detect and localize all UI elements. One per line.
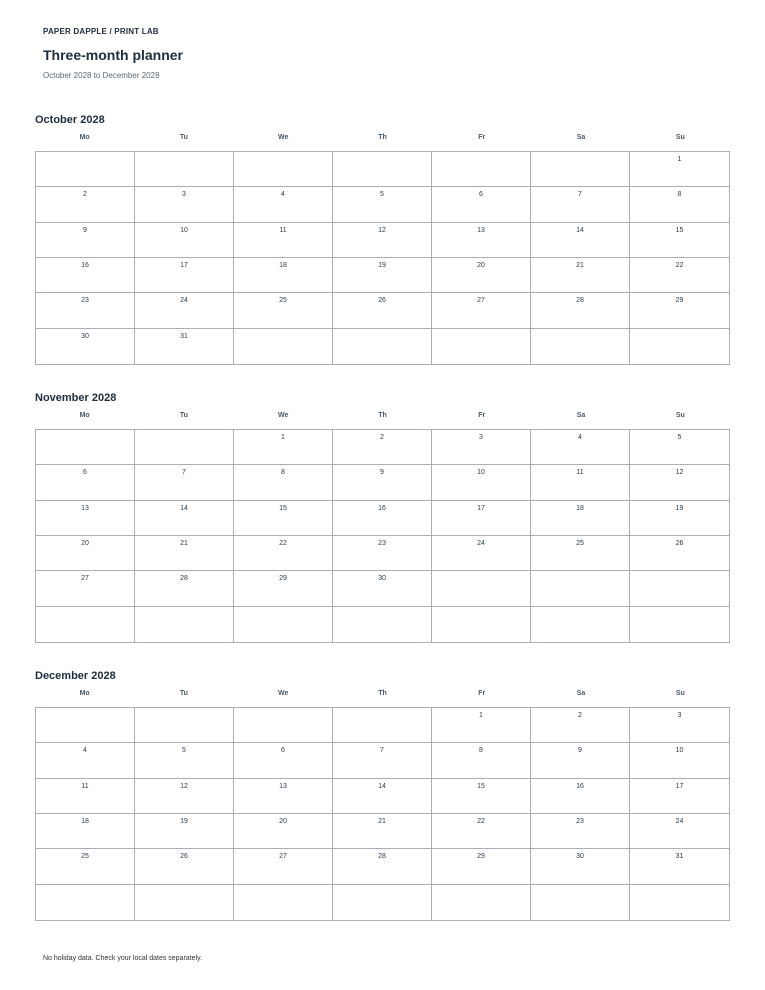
day-cell — [333, 293, 432, 328]
day-number: 6 — [281, 747, 285, 755]
day-cell — [630, 501, 729, 536]
day-cell — [630, 708, 729, 743]
day-number: 9 — [380, 469, 384, 477]
weekday-label: Mo — [79, 134, 90, 141]
day-number: 1 — [677, 156, 682, 163]
day-cell — [531, 329, 630, 364]
day-number: 22 — [675, 261, 684, 269]
day-cell — [36, 430, 135, 465]
day-cell — [630, 293, 729, 328]
day-number: 10 — [180, 226, 188, 234]
day-number: 5 — [677, 434, 682, 441]
day-number: 23 — [576, 817, 584, 825]
day-cell — [234, 187, 333, 222]
day-cell — [234, 607, 333, 642]
weekday-label: Fr — [478, 690, 486, 697]
day-number: 8 — [281, 469, 285, 477]
page-title: Three-month planner — [43, 47, 184, 63]
day-cell — [135, 743, 234, 778]
day-cell — [234, 293, 333, 328]
day-cell — [630, 465, 729, 500]
day-number: 6 — [479, 191, 483, 199]
day-cell — [630, 814, 729, 849]
day-cell — [432, 329, 531, 364]
day-cell — [531, 258, 630, 293]
day-cell — [333, 152, 432, 187]
day-number: 4 — [281, 191, 285, 199]
day-cell — [234, 465, 333, 500]
day-number: 23 — [378, 539, 386, 547]
day-number: 7 — [578, 191, 582, 199]
day-cell — [432, 779, 531, 814]
day-number: 19 — [378, 261, 386, 269]
day-number: 5 — [182, 747, 186, 755]
day-number: 28 — [576, 297, 584, 305]
day-cell — [36, 743, 135, 778]
day-cell — [531, 536, 630, 571]
day-cell — [135, 465, 234, 500]
day-cell — [432, 743, 531, 778]
day-number: 10 — [675, 747, 684, 755]
day-number: 17 — [180, 261, 188, 269]
day-cell — [432, 223, 531, 258]
day-number: 13 — [81, 504, 89, 512]
day-cell — [234, 571, 333, 606]
day-cell — [531, 571, 630, 606]
day-cell — [432, 152, 531, 187]
day-cell — [333, 607, 432, 642]
day-number: 17 — [477, 504, 485, 512]
weekday-label: Mo — [79, 412, 90, 419]
weekday-header-row — [35, 134, 730, 141]
day-cell — [234, 430, 333, 465]
day-cell — [234, 258, 333, 293]
day-cell — [36, 779, 135, 814]
weekday-label: Sa — [576, 412, 586, 419]
day-cell — [333, 779, 432, 814]
brand-label: PAPER DAPPLE / PRINT LAB — [43, 27, 159, 36]
day-cell — [630, 885, 729, 920]
day-cell — [36, 571, 135, 606]
day-cell — [531, 501, 630, 536]
day-cell — [234, 743, 333, 778]
day-number: 8 — [479, 747, 483, 755]
day-cell — [333, 536, 432, 571]
day-number: 27 — [279, 853, 287, 861]
weekday-label: Tu — [179, 690, 188, 697]
day-cell — [333, 223, 432, 258]
day-number: 11 — [576, 469, 584, 477]
day-number: 16 — [378, 504, 386, 512]
page-subtitle: October 2028 to December 2028 — [43, 71, 160, 80]
weekday-label: Su — [675, 412, 685, 419]
day-number: 21 — [378, 817, 386, 825]
day-number: 24 — [675, 817, 684, 825]
day-cell — [432, 258, 531, 293]
day-number: 26 — [378, 297, 386, 305]
day-cell — [630, 430, 729, 465]
day-number: 20 — [477, 261, 485, 269]
weekday-label: Sa — [576, 134, 586, 141]
day-cell — [135, 779, 234, 814]
day-cell — [36, 814, 135, 849]
day-cell — [432, 465, 531, 500]
month-title: December 2028 — [35, 670, 116, 682]
day-number: 20 — [81, 539, 89, 547]
day-number: 30 — [81, 332, 89, 340]
day-number: 31 — [180, 332, 188, 340]
day-cell — [531, 152, 630, 187]
day-cell — [234, 536, 333, 571]
day-cell — [432, 187, 531, 222]
day-cell — [432, 708, 531, 743]
day-cell — [432, 293, 531, 328]
day-cell — [432, 536, 531, 571]
day-cell — [630, 849, 729, 884]
day-cell — [531, 708, 630, 743]
day-cell — [36, 501, 135, 536]
day-cell — [333, 187, 432, 222]
calendar-grid — [35, 429, 730, 643]
day-number: 2 — [578, 712, 582, 719]
day-cell — [234, 849, 333, 884]
day-number: 25 — [576, 539, 584, 547]
day-cell — [333, 465, 432, 500]
day-cell — [135, 329, 234, 364]
day-cell — [135, 607, 234, 642]
day-number: 1 — [479, 712, 483, 719]
day-cell — [432, 885, 531, 920]
day-cell — [531, 430, 630, 465]
day-number: 30 — [378, 575, 386, 583]
day-cell — [531, 743, 630, 778]
calendar-grid — [35, 707, 730, 921]
day-cell — [531, 779, 630, 814]
day-number: 12 — [675, 469, 684, 477]
day-cell — [234, 779, 333, 814]
day-number: 2 — [83, 191, 87, 199]
day-cell — [531, 814, 630, 849]
day-number: 21 — [180, 539, 188, 547]
day-cell — [135, 258, 234, 293]
day-number: 17 — [675, 782, 684, 790]
day-cell — [333, 258, 432, 293]
day-cell — [135, 571, 234, 606]
day-number: 25 — [279, 297, 287, 305]
day-number: 13 — [477, 226, 485, 234]
day-cell — [432, 430, 531, 465]
weekday-label: Tu — [179, 412, 188, 419]
day-number: 11 — [81, 782, 89, 790]
day-cell — [531, 849, 630, 884]
day-cell — [234, 329, 333, 364]
day-cell — [135, 536, 234, 571]
weekday-label: We — [278, 690, 289, 697]
day-cell — [333, 708, 432, 743]
day-number: 29 — [675, 297, 684, 305]
day-cell — [135, 293, 234, 328]
day-number: 8 — [677, 191, 682, 199]
day-number: 4 — [578, 434, 582, 441]
day-cell — [135, 814, 234, 849]
day-number: 9 — [83, 226, 87, 234]
day-cell — [630, 187, 729, 222]
day-cell — [531, 293, 630, 328]
day-cell — [432, 571, 531, 606]
day-number: 29 — [279, 575, 287, 583]
day-cell — [36, 258, 135, 293]
weekday-label: Th — [378, 412, 387, 419]
day-number: 29 — [477, 853, 485, 861]
weekday-label: We — [278, 134, 289, 141]
calendar-grid — [35, 151, 730, 365]
day-number: 21 — [576, 261, 584, 269]
day-number: 15 — [279, 504, 287, 512]
day-cell — [135, 501, 234, 536]
day-cell — [531, 223, 630, 258]
day-number: 28 — [378, 853, 386, 861]
weekday-label: Th — [378, 690, 387, 697]
day-cell — [36, 187, 135, 222]
day-number: 14 — [180, 504, 188, 512]
day-number: 19 — [675, 504, 684, 512]
day-cell — [531, 465, 630, 500]
day-cell — [36, 607, 135, 642]
day-number: 26 — [180, 853, 188, 861]
day-cell — [531, 885, 630, 920]
weekday-header-row — [35, 412, 730, 419]
day-cell — [135, 152, 234, 187]
day-number: 31 — [675, 853, 684, 861]
day-cell — [36, 223, 135, 258]
day-cell — [432, 607, 531, 642]
day-cell — [234, 708, 333, 743]
day-number: 3 — [677, 712, 682, 719]
day-number: 22 — [477, 817, 485, 825]
day-number: 27 — [477, 297, 485, 305]
day-cell — [234, 223, 333, 258]
day-number: 15 — [477, 782, 485, 790]
day-cell — [234, 152, 333, 187]
weekday-label: Mo — [79, 690, 90, 697]
day-number: 6 — [83, 469, 87, 477]
day-number: 16 — [576, 782, 584, 790]
day-number: 23 — [81, 297, 89, 305]
day-number: 2 — [380, 434, 384, 441]
day-number: 28 — [180, 575, 188, 583]
day-number: 9 — [578, 747, 582, 755]
day-number: 30 — [576, 853, 584, 861]
day-number: 14 — [576, 226, 584, 234]
day-number: 24 — [477, 539, 485, 547]
day-cell — [630, 743, 729, 778]
day-cell — [135, 223, 234, 258]
day-cell — [36, 849, 135, 884]
day-number: 25 — [81, 853, 89, 861]
day-cell — [36, 465, 135, 500]
weekday-label: Tu — [179, 134, 188, 141]
day-number: 3 — [479, 434, 483, 441]
day-cell — [135, 430, 234, 465]
day-number: 13 — [279, 782, 287, 790]
day-cell — [135, 187, 234, 222]
weekday-label: Th — [378, 134, 387, 141]
day-number: 24 — [180, 297, 188, 305]
day-cell — [333, 743, 432, 778]
day-cell — [630, 152, 729, 187]
day-number: 10 — [477, 469, 485, 477]
month-title: November 2028 — [35, 392, 117, 404]
day-number: 1 — [281, 434, 285, 441]
day-cell — [630, 607, 729, 642]
day-number: 20 — [279, 817, 287, 825]
day-cell — [333, 329, 432, 364]
day-cell — [333, 430, 432, 465]
weekday-label: Fr — [478, 134, 486, 141]
day-cell — [36, 329, 135, 364]
day-cell — [36, 152, 135, 187]
day-cell — [135, 708, 234, 743]
day-cell — [135, 885, 234, 920]
day-number: 7 — [380, 747, 384, 755]
day-cell — [531, 187, 630, 222]
day-cell — [333, 814, 432, 849]
month-title: October 2028 — [35, 114, 105, 126]
day-cell — [333, 571, 432, 606]
day-number: 16 — [81, 261, 89, 269]
footer-note: No holiday data. Check your local dates separately. — [43, 955, 203, 962]
day-cell — [630, 258, 729, 293]
day-number: 11 — [279, 226, 287, 234]
weekday-label: Su — [675, 690, 685, 697]
day-cell — [630, 571, 729, 606]
day-cell — [630, 779, 729, 814]
day-cell — [234, 501, 333, 536]
day-number: 7 — [182, 469, 186, 477]
day-cell — [234, 814, 333, 849]
day-number: 22 — [279, 539, 287, 547]
day-number: 3 — [182, 191, 186, 199]
day-cell — [630, 329, 729, 364]
day-cell — [432, 849, 531, 884]
day-number: 26 — [675, 539, 684, 547]
weekday-label: Su — [675, 134, 685, 141]
day-cell — [36, 708, 135, 743]
day-cell — [531, 607, 630, 642]
day-cell — [333, 885, 432, 920]
day-number: 4 — [83, 747, 87, 755]
day-cell — [630, 223, 729, 258]
day-cell — [432, 501, 531, 536]
day-number: 12 — [180, 782, 188, 790]
day-cell — [36, 293, 135, 328]
day-cell — [135, 849, 234, 884]
day-cell — [36, 536, 135, 571]
weekday-label: Fr — [478, 412, 486, 419]
day-number: 15 — [675, 226, 684, 234]
day-number: 5 — [380, 191, 384, 199]
day-cell — [432, 814, 531, 849]
day-number: 18 — [576, 504, 584, 512]
weekday-label: We — [278, 412, 289, 419]
day-number: 18 — [279, 261, 287, 269]
day-cell — [630, 536, 729, 571]
day-cell — [333, 501, 432, 536]
day-number: 18 — [81, 817, 89, 825]
weekday-label: Sa — [576, 690, 586, 697]
weekday-header-row — [35, 690, 730, 697]
day-number: 27 — [81, 575, 89, 583]
day-cell — [333, 849, 432, 884]
day-number: 12 — [378, 226, 386, 234]
day-cell — [234, 885, 333, 920]
day-cell — [36, 885, 135, 920]
day-number: 19 — [180, 817, 188, 825]
day-number: 14 — [378, 782, 386, 790]
